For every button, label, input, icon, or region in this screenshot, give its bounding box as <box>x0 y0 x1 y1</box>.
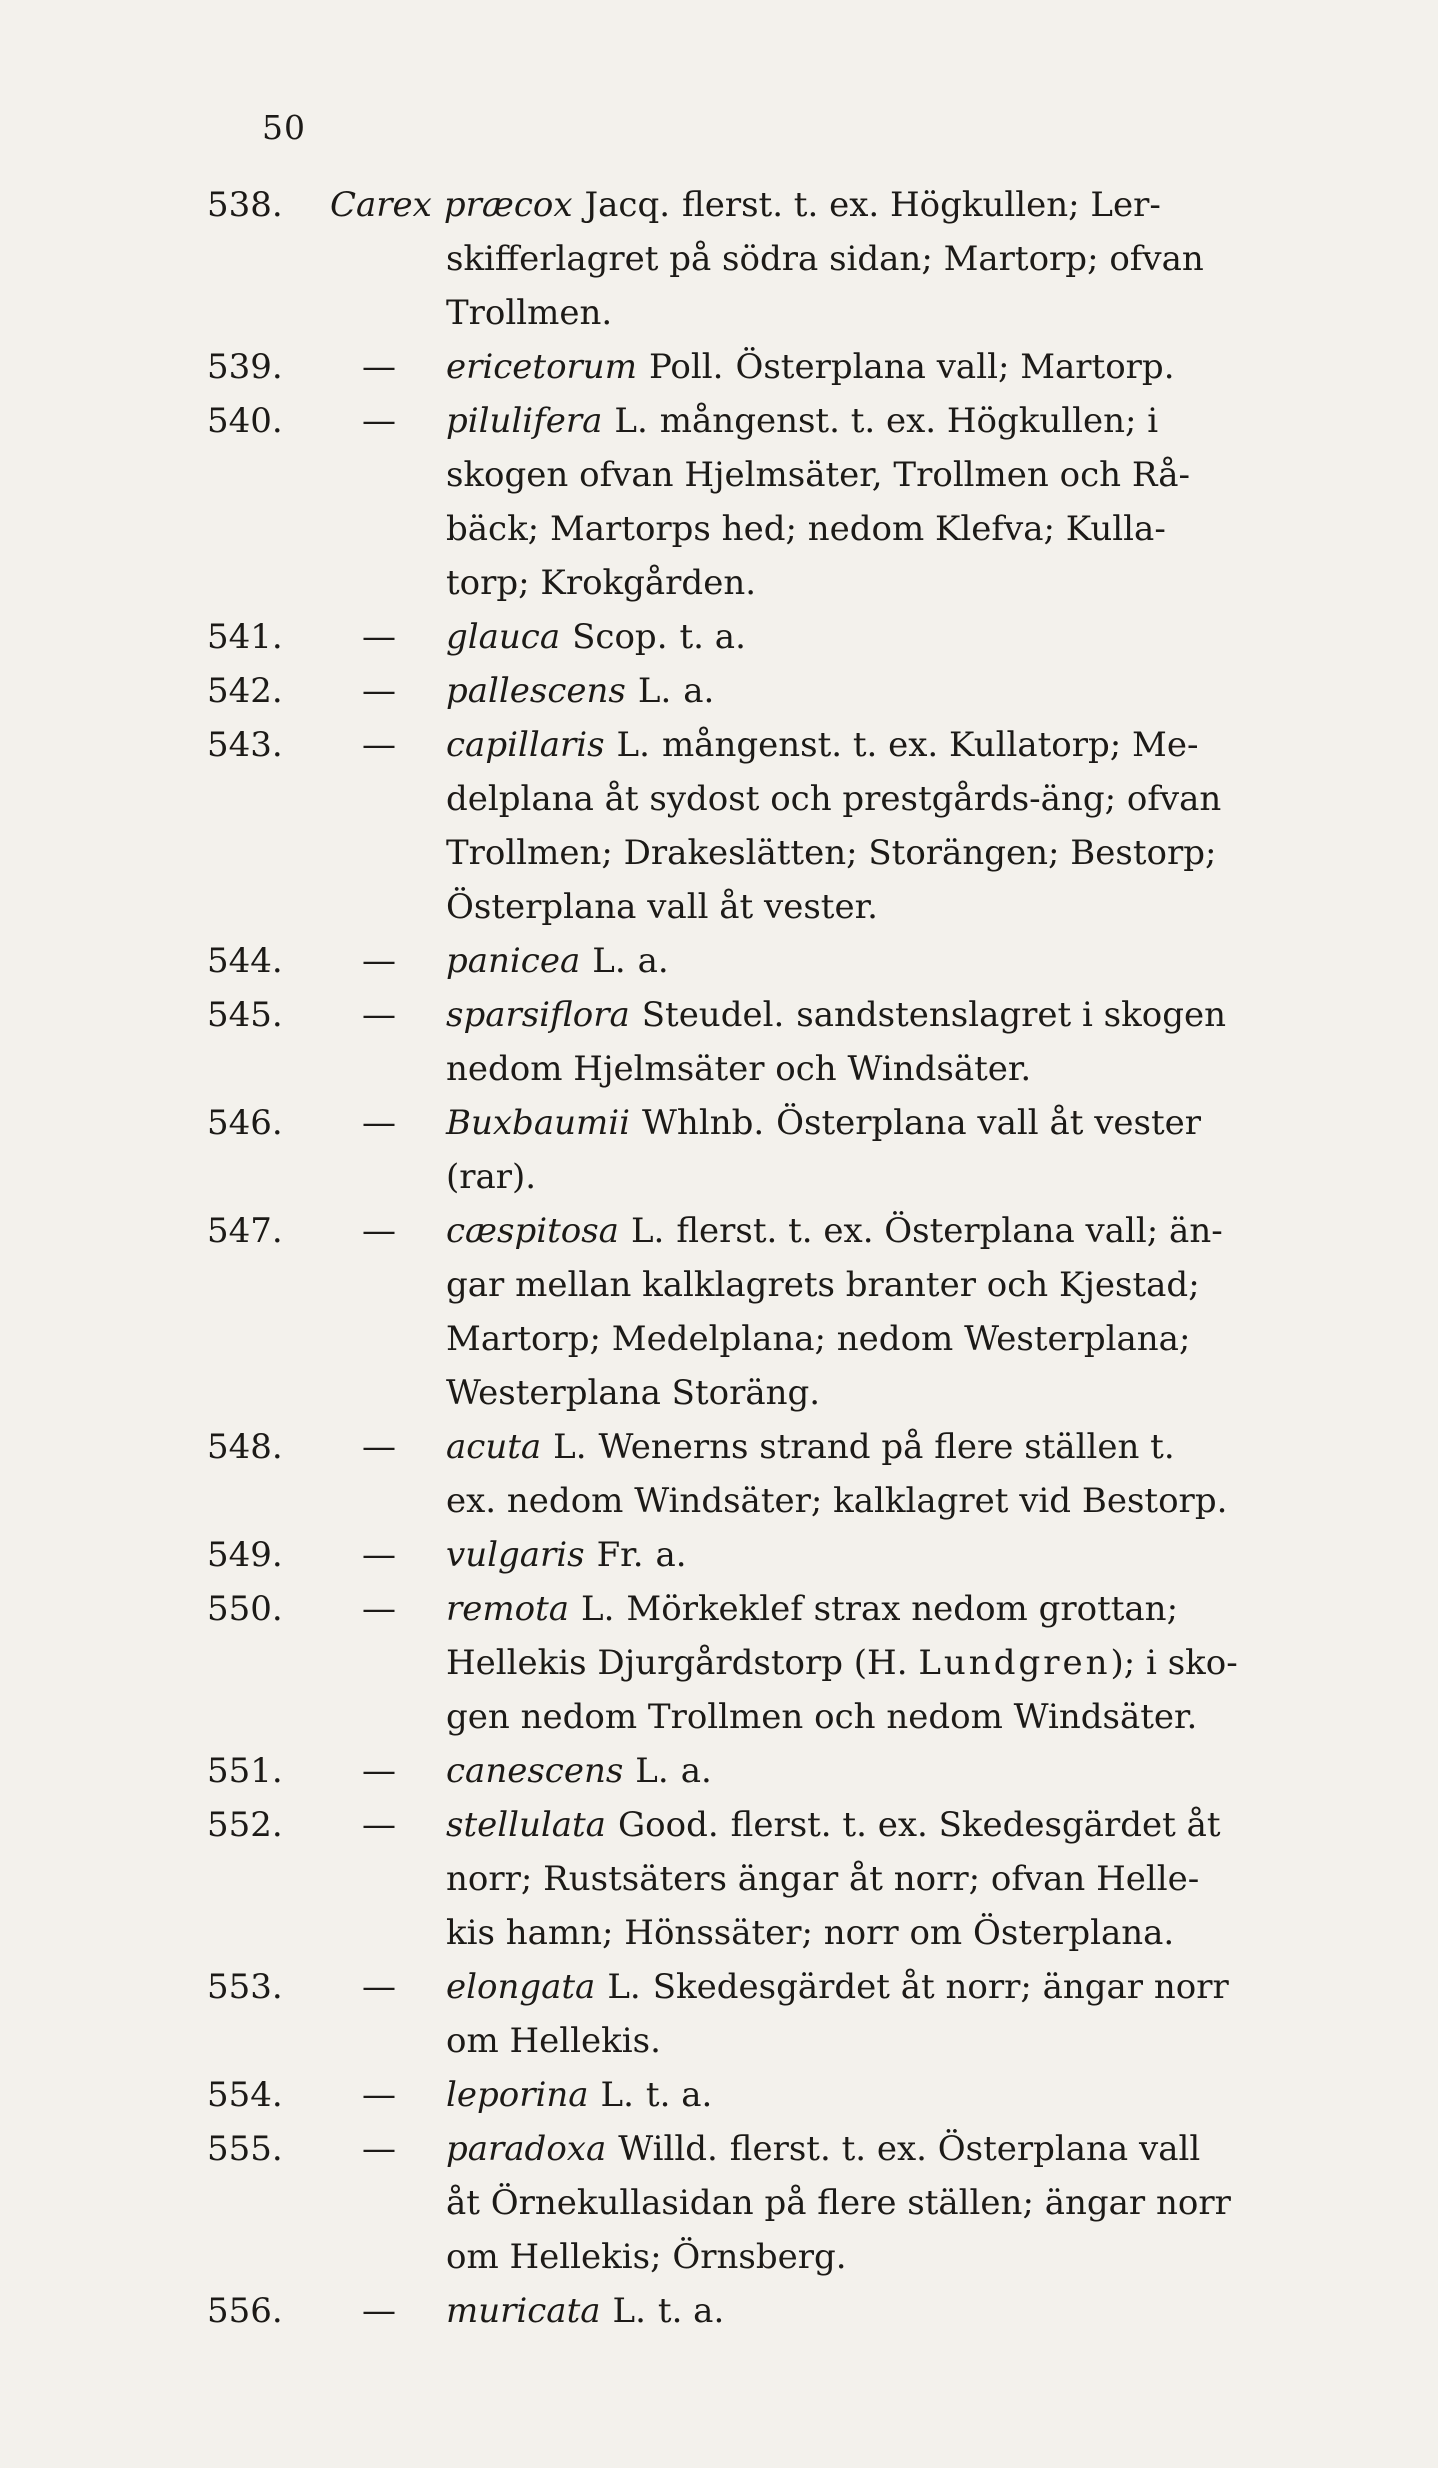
author-abbrev: L. <box>614 401 648 441</box>
entry-line <box>0 718 1438 772</box>
species-name: remota <box>446 1589 570 1629</box>
ditto-dash: — <box>362 1751 396 1791</box>
entry-first-text <box>446 1528 1338 1582</box>
entry-number: 543. <box>207 725 283 765</box>
entry-first-text <box>446 1960 1338 2014</box>
ditto-dash: — <box>362 1805 396 1845</box>
species-name: leporina <box>446 2075 589 2115</box>
genus-name: Carex <box>330 185 432 225</box>
entry-number: 548. <box>207 1427 283 1467</box>
author-abbrev: L. <box>616 725 650 765</box>
species-name: glauca <box>446 617 561 657</box>
species-entry <box>0 178 1438 340</box>
locality-text: t. a. <box>657 2291 725 2331</box>
entry-first-text <box>446 1798 1338 1852</box>
entry-line <box>0 2122 1438 2176</box>
species-entry <box>0 1798 1438 1960</box>
ditto-dash: — <box>362 941 396 981</box>
locality-text: kis hamn; Hönssäter; norr om Österplana. <box>446 1913 1175 1953</box>
ditto-dash: — <box>362 617 396 657</box>
ditto-dash: — <box>362 2291 396 2331</box>
species-name: vulgaris <box>446 1535 585 1575</box>
author-abbrev: Willd. <box>618 2129 718 2169</box>
entry-line <box>0 448 1438 502</box>
author-abbrev: Jacq. <box>584 185 671 225</box>
entry-number: 555. <box>207 2129 283 2169</box>
species-name: cæspitosa <box>446 1211 619 1251</box>
author-abbrev: Scop. <box>572 617 668 657</box>
entry-line <box>0 1258 1438 1312</box>
entry-line <box>0 178 1438 232</box>
species-entry <box>0 1960 1438 2068</box>
entry-line <box>0 1474 1438 1528</box>
author-abbrev: Steudel. <box>641 995 785 1035</box>
species-entry <box>0 340 1438 394</box>
species-entry <box>0 1096 1438 1204</box>
species-entry <box>0 1420 1438 1528</box>
entry-line <box>0 2014 1438 2068</box>
entry-line <box>0 1798 1438 1852</box>
entry-number: 553. <box>207 1967 283 2007</box>
collector-name: Lundgren <box>918 1643 1111 1683</box>
entry-line <box>0 826 1438 880</box>
ditto-dash: — <box>362 1589 396 1629</box>
entry-line <box>0 610 1438 664</box>
locality-text: Hellekis Djurgårdstorp (H. Lundgren); i sko- <box>446 1643 1238 1683</box>
ditto-dash: — <box>362 1103 396 1143</box>
entry-number: 538. <box>207 185 283 225</box>
locality-text: Trollmen. <box>446 293 613 333</box>
entry-first-text <box>446 934 1338 988</box>
entry-line <box>0 1582 1438 1636</box>
locality-text: Mörkeklef strax nedom grottan; <box>626 1589 1179 1629</box>
species-name: panicea <box>446 941 581 981</box>
entry-first-text <box>446 1096 1338 1150</box>
entry-number: 541. <box>207 617 283 657</box>
locality-text: t. a. <box>645 2075 713 2115</box>
locality-text: gar mellan kalklagrets branter och Kjestad; <box>446 1265 1200 1305</box>
entry-first-text <box>446 1420 1338 1474</box>
species-entry <box>0 2284 1438 2338</box>
author-abbrev: L. <box>612 2291 646 2331</box>
species-entry <box>0 988 1438 1096</box>
entry-number: 544. <box>207 941 283 981</box>
entry-number: 550. <box>207 1589 283 1629</box>
ditto-dash: — <box>362 2075 396 2115</box>
species-name: stellulata <box>446 1805 606 1845</box>
locality-text: gen nedom Trollmen och nedom Windsäter. <box>446 1697 1198 1737</box>
entry-number: 552. <box>207 1805 283 1845</box>
entry-line <box>0 340 1438 394</box>
entry-line <box>0 1528 1438 1582</box>
locality-text: om Hellekis. <box>446 2021 661 2061</box>
entry-line <box>0 664 1438 718</box>
entry-line <box>0 394 1438 448</box>
entry-first-text <box>446 2068 1338 2122</box>
entry-number: 539. <box>207 347 283 387</box>
entry-number: 545. <box>207 995 283 1035</box>
species-name: præcox <box>443 185 573 225</box>
locality-text: a. <box>680 1751 712 1791</box>
author-abbrev: Good. <box>617 1805 719 1845</box>
entry-line <box>0 502 1438 556</box>
species-name: sparsiflora <box>446 995 630 1035</box>
entry-first-text <box>446 1582 1338 1636</box>
locality-text: flerst. t. ex. Österplana vall; än- <box>676 1211 1223 1251</box>
locality-text: om Hellekis; Örnsberg. <box>446 2237 847 2277</box>
entry-line <box>0 772 1438 826</box>
entry-line <box>0 1366 1438 1420</box>
page-number: 50 <box>262 108 306 147</box>
species-entry <box>0 394 1438 610</box>
entry-first-text <box>446 340 1338 394</box>
entry-first-text <box>446 1204 1338 1258</box>
species-entry <box>0 1204 1438 1420</box>
entry-line <box>0 1096 1438 1150</box>
species-name: muricata <box>446 2291 601 2331</box>
locality-text: bäck; Martorps hed; nedom Klefva; Kulla- <box>446 509 1166 549</box>
species-name: capillaris <box>446 725 605 765</box>
ditto-dash: — <box>362 401 396 441</box>
entry-line <box>0 1744 1438 1798</box>
locality-text: Österplana vall; Martorp. <box>735 347 1175 387</box>
entry-line <box>0 988 1438 1042</box>
locality-text: mångenst. t. ex. Kullatorp; Me- <box>661 725 1199 765</box>
entry-number: 546. <box>207 1103 283 1143</box>
entry-line <box>0 1150 1438 1204</box>
entry-line <box>0 1042 1438 1096</box>
entry-line <box>0 2176 1438 2230</box>
entry-line <box>0 934 1438 988</box>
locality-text: norr; Rustsäters ängar åt norr; ofvan Helle- <box>446 1859 1200 1899</box>
ditto-dash: — <box>362 2129 396 2169</box>
species-name: elongata <box>446 1967 596 2007</box>
locality-text: Österplana vall åt vester <box>776 1103 1202 1143</box>
locality-text: Skedesgärdet åt norr; ängar norr <box>652 1967 1229 2007</box>
entry-line <box>0 1960 1438 2014</box>
entry-number: 549. <box>207 1535 283 1575</box>
species-name: paradoxa <box>446 2129 607 2169</box>
author-abbrev: L. <box>635 1751 669 1791</box>
entry-number: 554. <box>207 2075 283 2115</box>
entry-number: 547. <box>207 1211 283 1251</box>
entry-number: 542. <box>207 671 283 711</box>
locality-text: flerst. t. ex. Skedesgärdet åt <box>730 1805 1221 1845</box>
locality-text: mångenst. t. ex. Högkullen; i <box>659 401 1159 441</box>
locality-text: delplana åt sydost och prestgårds-äng; ofvan <box>446 779 1222 819</box>
author-abbrev: L. <box>600 2075 634 2115</box>
species-name: pilulifera <box>446 401 603 441</box>
locality-text: a. <box>683 671 715 711</box>
locality-text: sandstenslagret i skogen <box>796 995 1226 1035</box>
author-abbrev: L. <box>553 1427 587 1467</box>
species-entry <box>0 610 1438 664</box>
entry-line <box>0 232 1438 286</box>
ditto-dash: — <box>362 1211 396 1251</box>
locality-text: t. a. <box>679 617 746 657</box>
locality-text: flerst. t. ex. Högkullen; Ler- <box>682 185 1161 225</box>
author-abbrev: Poll. <box>648 347 724 387</box>
entry-first-text <box>446 2284 1338 2338</box>
locality-text: skifferlagret på södra sidan; Martorp; ofvan <box>446 239 1204 279</box>
species-name: canescens <box>446 1751 624 1791</box>
entry-first-text <box>330 178 1338 232</box>
locality-text: (rar). <box>446 1157 537 1197</box>
author-abbrev: L. <box>630 1211 665 1251</box>
entry-line <box>0 1204 1438 1258</box>
entry-line <box>0 1312 1438 1366</box>
species-name: Buxbaumii <box>446 1103 630 1143</box>
locality-text: Westerplana Storäng. <box>446 1373 821 1413</box>
species-name: pallescens <box>446 671 626 711</box>
entry-first-text <box>446 988 1338 1042</box>
species-list <box>0 178 1438 2338</box>
entry-line <box>0 1690 1438 1744</box>
species-entry <box>0 2068 1438 2122</box>
entry-line <box>0 1420 1438 1474</box>
species-entry <box>0 1528 1438 1582</box>
author-abbrev: Fr. <box>596 1535 644 1575</box>
entry-line <box>0 2068 1438 2122</box>
species-entry <box>0 664 1438 718</box>
locality-text: a. <box>655 1535 687 1575</box>
entry-first-text <box>446 2122 1338 2176</box>
locality-text: åt Örnekullasidan på flere ställen; ängar norr <box>446 2183 1231 2223</box>
species-entry <box>0 1744 1438 1798</box>
locality-text: torp; Krokgården. <box>446 563 757 603</box>
ditto-dash: — <box>362 725 396 765</box>
entry-line <box>0 1636 1438 1690</box>
author-abbrev: Whlnb. <box>641 1103 765 1143</box>
author-abbrev: L. <box>592 941 626 981</box>
entry-first-text <box>446 664 1338 718</box>
locality-text: Österplana vall åt vester. <box>446 887 878 927</box>
author-abbrev: L. <box>607 1967 641 2007</box>
locality-text: Trollmen; Drakeslätten; Storängen; Bestorp; <box>446 833 1217 873</box>
species-entry <box>0 934 1438 988</box>
entry-line <box>0 2284 1438 2338</box>
entry-line <box>0 286 1438 340</box>
entry-line <box>0 1906 1438 1960</box>
locality-text: ex. nedom Windsäter; kalklagret vid Bestorp. <box>446 1481 1228 1521</box>
locality-text: a. <box>637 941 669 981</box>
entry-line <box>0 1852 1438 1906</box>
entry-first-text <box>446 1744 1338 1798</box>
entry-first-text <box>446 394 1338 448</box>
entry-number: 551. <box>207 1751 283 1791</box>
locality-text: Wenerns strand på flere ställen t. <box>598 1427 1175 1467</box>
species-entry <box>0 2122 1438 2284</box>
ditto-dash: — <box>362 671 396 711</box>
author-abbrev: L. <box>637 671 672 711</box>
locality-text: skogen ofvan Hjelmsäter, Trollmen och Rå- <box>446 455 1190 495</box>
locality-text: Martorp; Medelplana; nedom Westerplana; <box>446 1319 1191 1359</box>
author-abbrev: L. <box>581 1589 615 1629</box>
ditto-dash: — <box>362 347 396 387</box>
locality-text: nedom Hjelmsäter och Windsäter. <box>446 1049 1032 1089</box>
ditto-dash: — <box>362 1535 396 1575</box>
entry-number: 556. <box>207 2291 283 2331</box>
entry-line <box>0 880 1438 934</box>
locality-text: flerst. t. ex. Österplana vall <box>729 2129 1201 2169</box>
ditto-dash: — <box>362 1967 396 2007</box>
entry-line <box>0 2230 1438 2284</box>
species-entry <box>0 718 1438 934</box>
entry-number: 540. <box>207 401 283 441</box>
ditto-dash: — <box>362 1427 396 1467</box>
entry-first-text <box>446 718 1338 772</box>
species-entry <box>0 1582 1438 1744</box>
entry-line <box>0 556 1438 610</box>
ditto-dash: — <box>362 995 396 1035</box>
entry-first-text <box>446 610 1338 664</box>
species-name: acuta <box>446 1427 542 1467</box>
species-name: ericetorum <box>446 347 637 387</box>
